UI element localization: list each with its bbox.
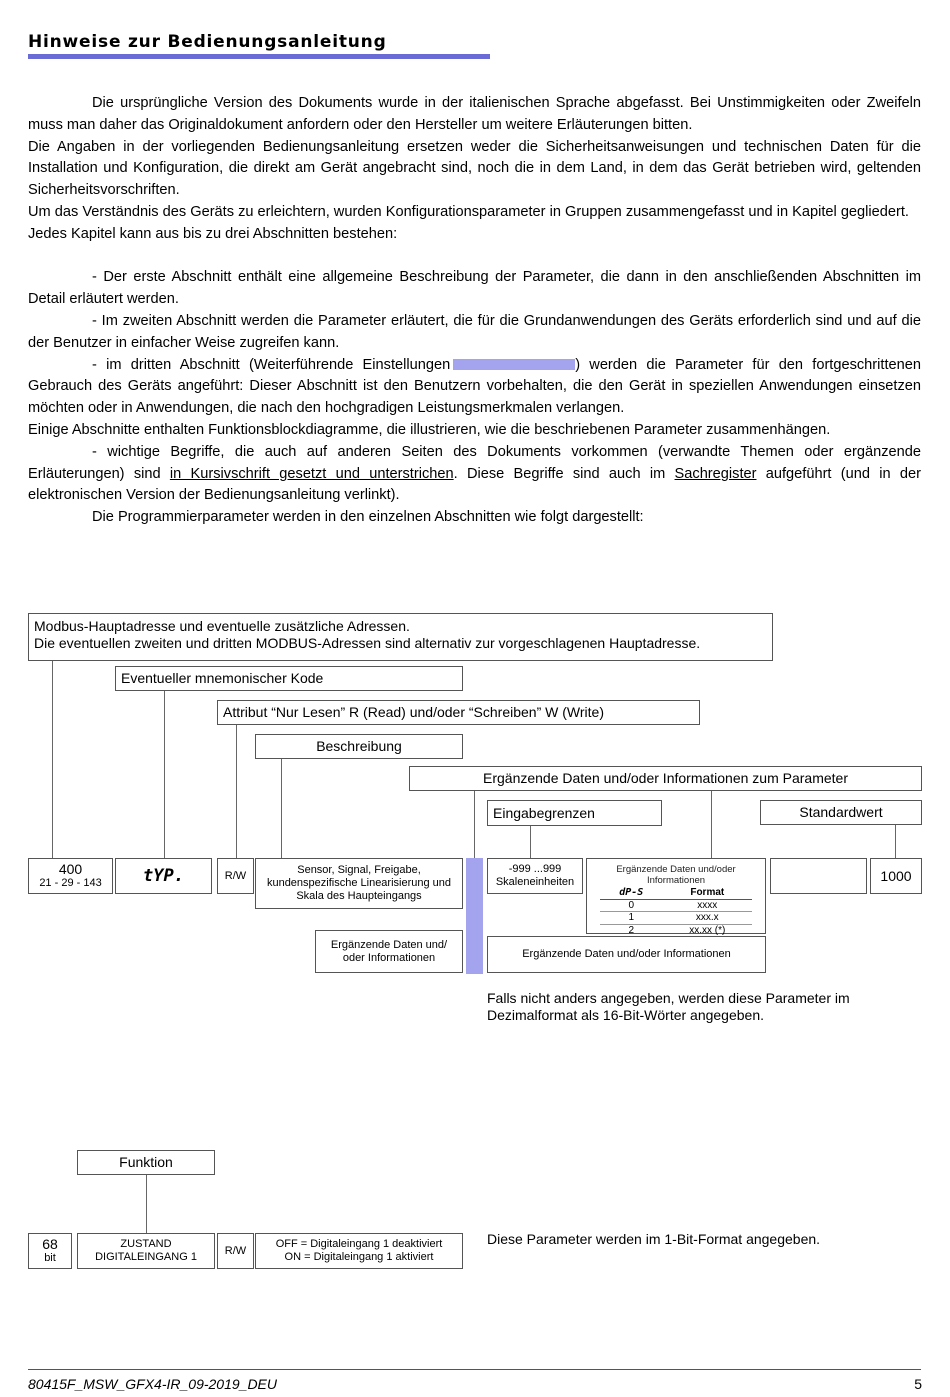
main-address: 400 <box>58 861 83 877</box>
alt-addresses: 21 - 29 - 143 <box>39 877 102 889</box>
table-row: 2 xx.xx (*) <box>600 924 752 937</box>
rw-cell: R/W <box>217 858 254 894</box>
format-info-box <box>586 858 766 934</box>
paragraph: Einige Abschnitte enthalten Funktionsblockdiagramme, die illustrieren, wie die beschriebenen Parameter zusammenhängen. <box>28 421 831 438</box>
connector-line <box>236 725 237 858</box>
range-unit: Skaleneinheiten <box>495 876 575 888</box>
range-values: -999 ...999 <box>508 863 562 875</box>
default-value-label: Standardwert <box>760 800 922 825</box>
rw-cell: R/W <box>217 1233 254 1269</box>
paragraph: Die ursprüngliche Version des Dokuments wurde in der italienischen Sprache abgefasst. Bei Unstimmigkeiten oder Zweifeln muss man daher das Originaldokument anfordern oder den Hersteller um weitere Erläuterungen bitten. <box>28 95 921 133</box>
table-row: 0 xxxx <box>600 899 752 912</box>
extra-info-right: Ergänzende Daten und/oder Informationen <box>487 936 766 973</box>
default-value-cell: 1000 <box>870 858 922 894</box>
paragraph: - Der erste Abschnitt enthält eine allgemeine Beschreibung der Parameter, die dann in den anschließenden Abschnitten im Detail erläutert werden. <box>28 269 921 308</box>
additional-info-label: Ergänzende Daten und/oder Informationen zum Parameter <box>409 766 922 791</box>
intro-text <box>28 93 921 529</box>
description-label: Beschreibung <box>255 734 463 759</box>
attribute-label: Attribut “Nur Lesen” R (Read) und/oder “Schreiben” W (Write) <box>217 700 700 725</box>
title-underline <box>28 54 490 59</box>
word-format-note: Falls nicht anders angegeben, werden diese Parameter im Dezimalformat als 16-Bit-Wörter angegeben. <box>487 990 850 1023</box>
paragraph: - wichtige Begriffe, die auch auf anderen Seiten des Dokuments vorkommen (verwandte Themen oder ergänzende Erläuterungen) sind in Kursivschrift gesetzt und unterstrichen. Diese Begriffe sind auch im Sachregister aufgeführt (und in der elektronischen Version der Bedienungsanleitung verlinkt). <box>28 443 921 504</box>
format-info-title: Ergänzende Daten und/oder Informationen <box>616 864 736 886</box>
mnemonic-label: Eventueller mnemonischer Kode <box>115 666 463 691</box>
paragraph: Die Angaben in der vorliegenden Bedienungsanleitung ersetzen weder die Sicherheitsanweisungen und technischen Daten für die Installation und Konfiguration, die direkt am Gerät angebracht sind, noch die in dem Land, in dem das Gerät betrieben wird, geltenden Sicherheitsvorschriften. <box>28 138 921 199</box>
description-cell: Sensor, Signal, Freigabe, kundenspezifische Linearisierung und Skala des Haupteingangs <box>255 858 463 909</box>
function-cell: ZUSTAND DIGITALEINGANG 1 <box>77 1233 215 1269</box>
paragraph: Die Programmierparameter werden in den einzelnen Abschnitten wie folgt dargestellt: <box>92 509 644 526</box>
table-row: 1 xxx.x <box>600 912 752 925</box>
connector-line <box>711 791 712 858</box>
connector-line <box>530 826 531 858</box>
page-number: 5 <box>914 1376 922 1392</box>
paragraph: Um das Verständnis des Geräts zu erleichtern, wurden Konfigurationsparameter in Gruppen zusammengefasst und in Kapitel gegliedert. <box>28 203 909 220</box>
paragraph: - Im zweiten Abschnitt werden die Parameter erläutert, die für die Grundanwendungen des Geräts erforderlich sind und auf die der Benutzer in einfacher Weise zugreifen kann. <box>28 312 921 351</box>
format-table: dP-S Format 0 xxxx 1 xxx.x 2 xx.xx (*) <box>600 887 752 937</box>
underlined-term: in Kursivschrift gesetzt und unterstrichen <box>169 465 454 482</box>
page-title: Hinweise zur Bedienungsanleitung <box>28 32 387 52</box>
extra-info-left: Ergänzende Daten und/ oder Informationen <box>315 930 463 973</box>
modbus-address-label: Modbus-Hauptadresse und eventuelle zusätzliche Adressen. Die eventuellen zweiten und dritten MODBUS-Adressen sind alternativ zur vorgeschlagenen Hauptadresse. <box>28 613 773 661</box>
connector-line <box>474 791 475 858</box>
bit-format-note: Diese Parameter werden im 1-Bit-Format angegeben. <box>487 1231 821 1247</box>
mnemonic-cell <box>115 858 212 894</box>
state-description-cell: OFF = Digitaleingang 1 deaktiviert ON = Digitaleingang 1 aktiviert <box>255 1233 463 1269</box>
index-link[interactable]: Sachregister <box>674 465 757 482</box>
connector-line <box>281 759 282 858</box>
paragraph: - im dritten Abschnitt (Weiterführende Einstellungen ) werden die Parameter für den fortgeschrittenen Gebrauch des Geräts angeführt: Dieser Abschnitt ist den Benutzern vorbehalten, die den Gerät in speziellen Anwendungen einsetzen möchten oder in Anwendungen, die nach den hochgradigen Leistungsmerkmalen verlangen. <box>28 356 921 417</box>
footer-divider <box>28 1369 921 1370</box>
connector-line <box>146 1175 147 1233</box>
connector-line <box>164 691 165 858</box>
parameter-group-bar <box>466 858 483 974</box>
connector-line <box>52 661 53 858</box>
document-id: 80415F_MSW_GFX4-IR_09-2019_DEU <box>28 1376 278 1392</box>
advanced-settings-marker <box>453 359 575 370</box>
function-label: Funktion <box>77 1150 215 1175</box>
empty-cell <box>770 858 867 894</box>
input-range-cell <box>487 858 583 894</box>
modbus-address-cell <box>28 858 113 894</box>
bit-address-cell: 68 bit <box>28 1233 72 1269</box>
input-limits-label: Eingabegrenzen <box>487 800 662 826</box>
paragraph: Jedes Kapitel kann aus bis zu drei Abschnitten bestehen: <box>28 225 398 242</box>
mnemonic-code: tYP. <box>143 866 184 886</box>
connector-line <box>895 825 896 858</box>
